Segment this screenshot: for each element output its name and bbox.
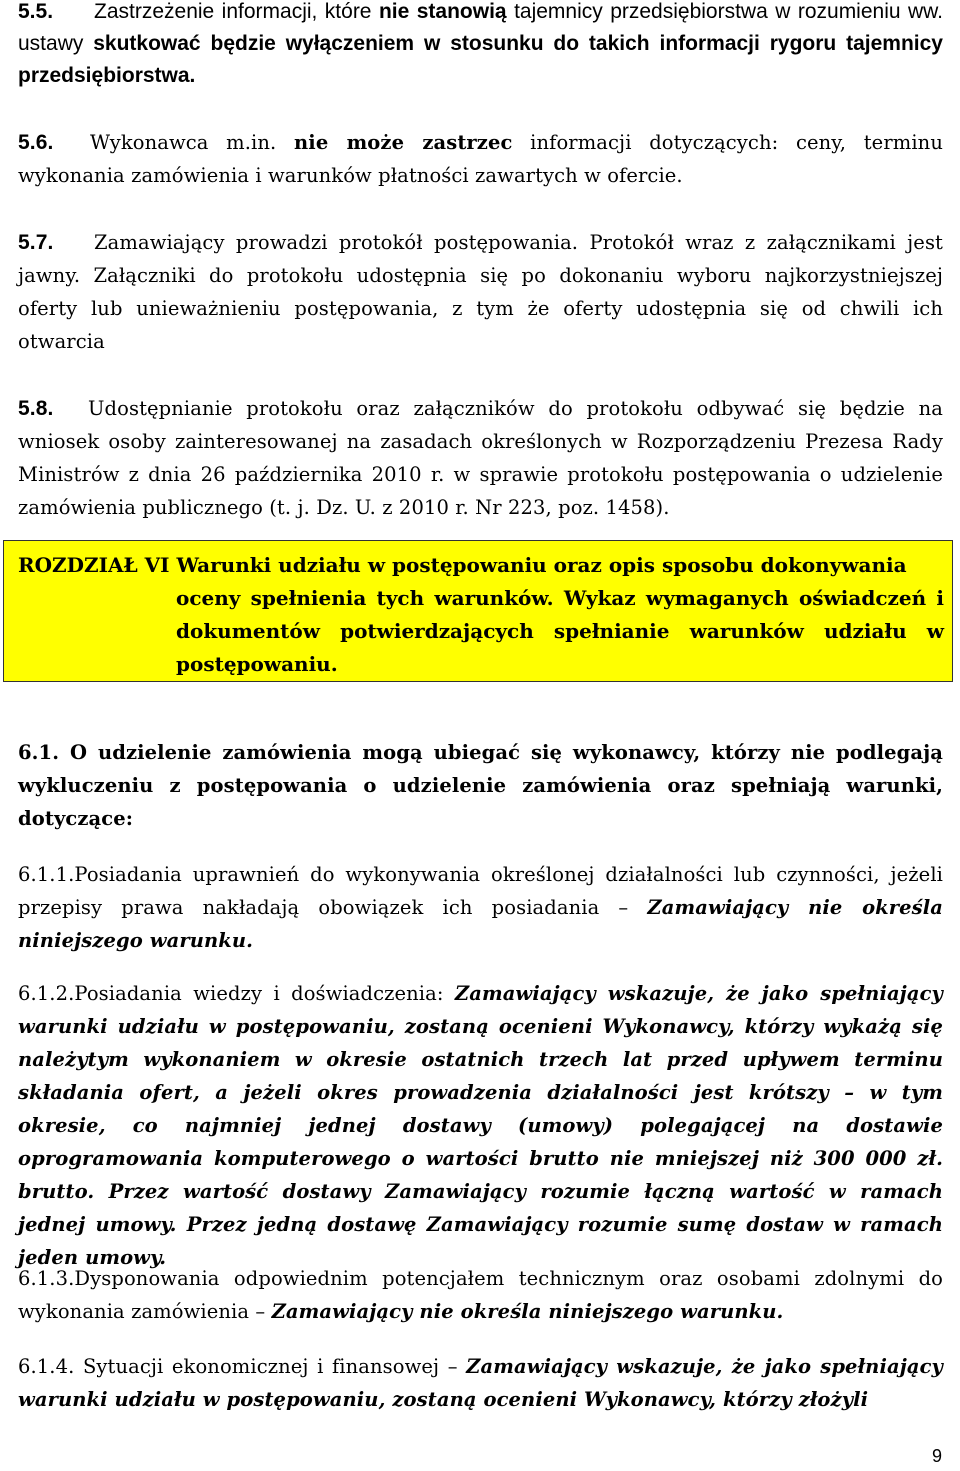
bold-text: nie stanowią [378, 0, 507, 23]
paragraph-text: 6.1.3.Dysponowania odpowiednim potencjałem technicznym oraz osobami zdolnymi do wykonania zamówienia – [18, 1267, 943, 1323]
section-number: 5.7. [18, 231, 54, 254]
page-number: 9 [931, 1446, 942, 1466]
paragraph-text: 6.1.1.Posiadania uprawnień do wykonywania określonej działalności lub czynności, jeżeli przepisy prawa nakładają obowiązek ich posiadania – [18, 863, 943, 919]
section-number: 5.6. [18, 131, 54, 154]
bold-italic-text: Zamawiający nie określa niniejszego warunku. [18, 896, 943, 952]
section-number: 5.5. [18, 0, 54, 23]
paragraph-text: informacji dotyczących: ceny, terminu wykonania zamówienia i warunków płatności zawartych w ofercie. [18, 131, 943, 187]
paragraph-text: tajemnicy przedsiębiorstwa w rozumieniu ww. ustawy [18, 0, 944, 55]
bold-text: skutkować będzie wyłączeniem w stosunku do takich informacji rygoru tajemnicy przedsiębiorstwa. [18, 32, 943, 87]
paragraph-text: 6.1. O udzielenie zamówienia mogą ubiegać się wykonawcy, którzy nie podlegają wykluczeniu z postępowania o udzielenie zamówienia oraz spełniają warunki, dotyczące: [18, 741, 943, 830]
section-number: 5.8. [18, 397, 54, 420]
paragraph-text: Udostępnianie protokołu oraz załączników do protokołu odbywać się będzie na wniosek osoby zainteresowanej na zasadach określonych w Rozporządzeniu Prezesa Rady Ministrów z dnia 26 października 2010 r. w sprawie protokołu postępowania o udzielenie zamówienia publicznego (t. j. Dz. U. z 2010 r. Nr 223, poz. 1458). [18, 397, 943, 519]
chapter-heading-continuation: oceny spełnienia tych warunków. Wykaz wymaganych oświadczeń i dokumentów potwierdzających spełnianie warunków udziału w postępowaniu. [176, 586, 944, 676]
paragraph-6-1-3 [18, 1262, 943, 1328]
paragraph-text: Zastrzeżenie informacji, które [94, 0, 372, 23]
chapter-heading-line: ROZDZIAŁ VI Warunki udziału w postępowaniu oraz opis sposobu dokonywania [18, 553, 907, 577]
paragraph-text: 6.1.4. Sytuacji ekonomicznej i finansowej – [18, 1355, 458, 1378]
paragraph-5-8 [18, 392, 943, 524]
paragraph-6-1-2 [18, 977, 943, 1274]
chapter-heading-box [3, 540, 953, 682]
paragraph-5-5 [18, 0, 943, 92]
paragraph-text: Zamawiający prowadzi protokół postępowania. Protokół wraz z załącznikami jest jawny. Załączniki do protokołu udostępnia się po dokonaniu wyboru najkorzystniejszej oferty lub unieważnieniu postępowania, z tym że oferty udostępnia się od chwili ich otwarcia [18, 231, 943, 353]
paragraph-text: 6.1.2.Posiadania wiedzy i doświadczenia: [18, 982, 444, 1005]
paragraph-6-1-4 [18, 1350, 943, 1416]
bold-italic-text: Zamawiający wskazuje, że jako spełniający warunki udziału w postępowaniu, zostaną ocenieni Wykonawcy, którzy złożyli [18, 1355, 943, 1411]
bold-text: nie może zastrzec [294, 131, 513, 154]
bold-italic-text: Zamawiający wskazuje, że jako spełniający warunki udziału w postępowaniu, zostaną ocenieni Wykonawcy, którzy wykażą się należytym wykonaniem w okresie ostatnich trzech lat przed upływem terminu składania ofert, a jeżeli okres prowadzenia działalności jest krótszy – w tym okresie, co najmniej jednej dostawy (umowy) polegającej na dostawie oprogramowania komputerowego o wartości brutto nie mniejszej niż 300 000 zł. brutto. Przez wartość dostawy Zamawiający rozumie łączną wartość w ramach jednej umowy. Przez jedną dostawę Zamawiający rozumie sumę dostaw w ramach jeden umowy. [18, 982, 943, 1269]
bold-italic-text: Zamawiający nie określa niniejszego warunku. [271, 1300, 784, 1323]
paragraph-5-6 [18, 126, 943, 192]
paragraph-5-7 [18, 226, 943, 358]
paragraph-6-1-1 [18, 858, 943, 957]
paragraph-6-1 [18, 736, 943, 835]
paragraph-text: Wykonawca m.in. [90, 131, 277, 154]
